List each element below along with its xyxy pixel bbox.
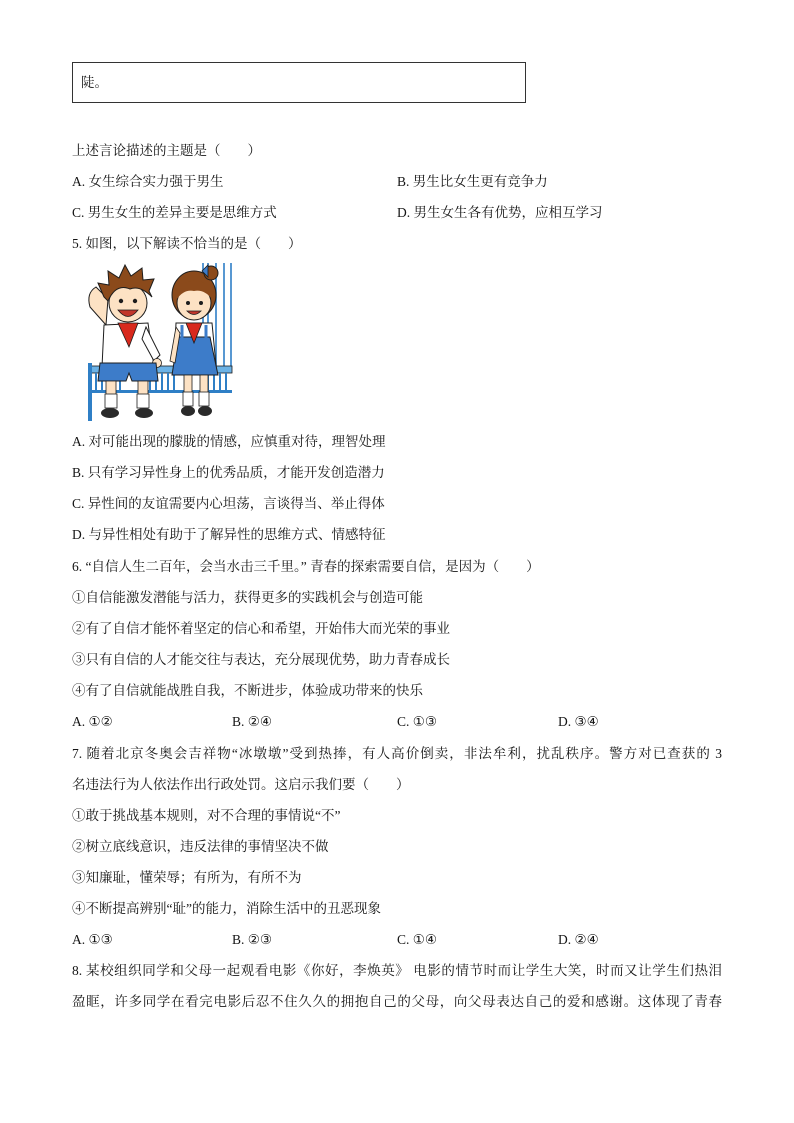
q7-statement-2: ②树立底线意识，违反法律的事情坚决不做 bbox=[72, 839, 329, 854]
q7-statement-3: ③知廉耻，懂荣辱；有所为，有所不为 bbox=[72, 870, 302, 885]
q5-stem: 5. 如图，以下解读不恰当的是（ ） bbox=[72, 236, 302, 251]
q4-stem: 上述言论描述的主题是（ ） bbox=[72, 143, 261, 158]
q8-stem-line-2: 盈眶，许多同学在看完电影后忍不住久久的拥抱自己的父母，向父母表达自己的爱和感谢。这体现了青春 bbox=[72, 994, 722, 1009]
girl-figure bbox=[170, 265, 218, 416]
q7-option-a: A. ①③ bbox=[72, 932, 113, 947]
cartoon-illustration bbox=[84, 263, 234, 421]
q5-option-b: B. 只有学习异性身上的优秀品质，才能开发创造潜力 bbox=[72, 465, 385, 480]
q5-option-d: D. 与异性相处有助于了解异性的思维方式、情感特征 bbox=[72, 527, 386, 542]
q6-option-a: A. ①② bbox=[72, 714, 113, 729]
quotation-box bbox=[72, 62, 526, 103]
q6-option-b: B. ②④ bbox=[232, 714, 272, 729]
q4-option-d: D. 男生女生各有优势，应相互学习 bbox=[397, 205, 603, 220]
boy-figure bbox=[89, 265, 162, 418]
quotation-box-text: 陡。 bbox=[81, 75, 108, 90]
q7-statement-1: ①敢于挑战基本规则，对不合理的事情说“不” bbox=[72, 808, 341, 823]
q7-stem-line-1: 7. 随着北京冬奥会吉祥物“冰墩墩”受到热捧，有人高价倒卖，非法牟利，扰乱秩序。警方对已查获的 3 bbox=[72, 746, 722, 761]
q8-stem-line-1: 8. 某校组织同学和父母一起观看电影《你好，李焕英》 电影的情节时而让学生大笑，时而又让学生们热泪 bbox=[72, 963, 722, 978]
q7-option-d: D. ②④ bbox=[558, 932, 599, 947]
q4-option-b: B. 男生比女生更有竞争力 bbox=[397, 174, 548, 189]
q6-statement-3: ③只有自信的人才能交往与表达，充分展现优势，助力青春成长 bbox=[72, 652, 450, 667]
q7-option-c: C. ①④ bbox=[397, 932, 437, 947]
q7-statement-4: ④不断提高辨别“耻”的能力，消除生活中的丑恶现象 bbox=[72, 901, 381, 916]
q6-option-d: D. ③④ bbox=[558, 714, 599, 729]
q6-stem: 6. “自信人生二百年，会当水击三千里。” 青春的探索需要自信，是因为（ ） bbox=[72, 559, 540, 574]
q4-option-c: C. 男生女生的差异主要是思维方式 bbox=[72, 205, 277, 220]
q4-option-a: A. 女生综合实力强于男生 bbox=[72, 174, 224, 189]
q5-option-c: C. 异性间的友谊需要内心坦荡，言谈得当、举止得体 bbox=[72, 496, 385, 511]
q6-statement-4: ④有了自信就能战胜自我，不断进步，体验成功带来的快乐 bbox=[72, 683, 423, 698]
q6-option-c: C. ①③ bbox=[397, 714, 437, 729]
q6-statement-1: ①自信能激发潜能与活力，获得更多的实践机会与创造可能 bbox=[72, 590, 423, 605]
q7-stem-line-2: 名违法行为人依法作出行政处罚。这启示我们要（ ） bbox=[72, 777, 410, 792]
q7-option-b: B. ②③ bbox=[232, 932, 272, 947]
q5-option-a: A. 对可能出现的朦胧的情感，应慎重对待，理智处理 bbox=[72, 434, 386, 449]
q6-statement-2: ②有了自信才能怀着坚定的信心和希望，开始伟大而光荣的事业 bbox=[72, 621, 450, 636]
